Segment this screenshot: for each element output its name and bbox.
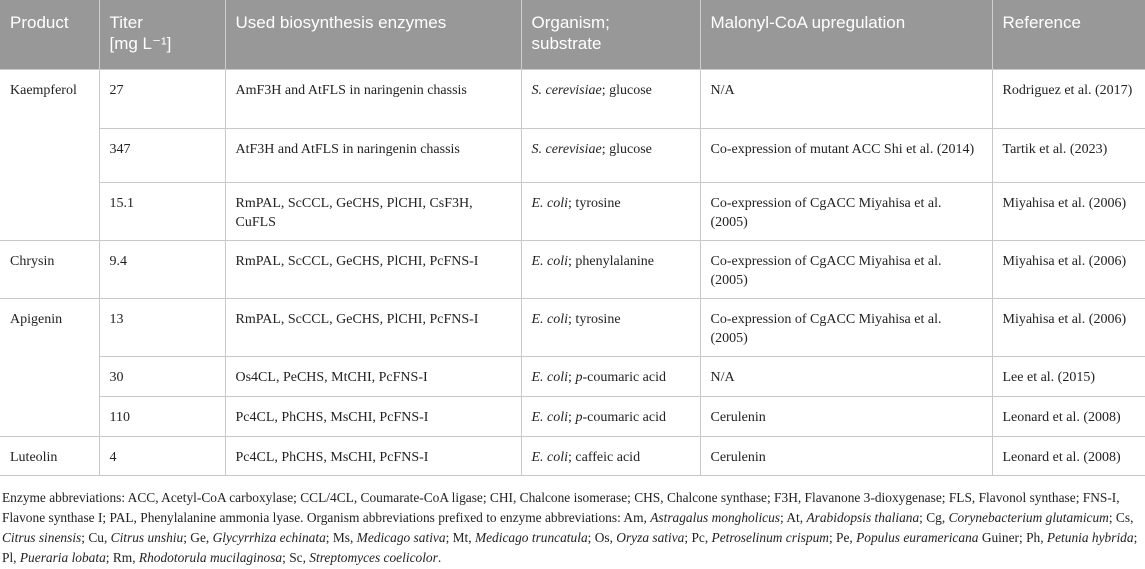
organism-species: E. coli [531, 311, 569, 327]
cell-titer: 27 [99, 69, 225, 128]
organism-substrate-prefix: p [575, 369, 583, 385]
cell-organism [521, 356, 700, 396]
organism-substrate: -coumaric acid [582, 369, 666, 385]
cell-enzymes: RmPAL, ScCCL, GeCHS, PlCHI, PcFNS-I [225, 240, 521, 298]
organism-substrate: ; caffeic acid [568, 449, 641, 465]
cell-organism [521, 396, 700, 436]
organism-substrate: -coumaric acid [582, 409, 666, 425]
cell-reference: Leonard et al. (2008) [992, 436, 1145, 475]
cell-reference: Tartik et al. (2023) [992, 128, 1145, 182]
cell-enzymes: RmPAL, ScCCL, GeCHS, PlCHI, CsF3H, CuFLS [225, 182, 521, 240]
header-organism-substrate: substrate [531, 34, 602, 53]
cell-malonyl: Co-expression of CgACC Miyahisa et al. (2005) [700, 240, 992, 298]
cell-malonyl: Cerulenin [700, 436, 992, 475]
organism-species: E. coli [531, 195, 569, 211]
organism-substrate: ; glucose [601, 82, 652, 98]
cell-reference: Miyahisa et al. (2006) [992, 298, 1145, 356]
cell-product [0, 356, 99, 396]
table-row [0, 356, 1145, 396]
organism-species: E. coli [531, 409, 569, 425]
cell-titer: 347 [99, 128, 225, 182]
organism-species: E. coli [531, 449, 569, 465]
table-row [0, 298, 1145, 356]
organism-substrate: ; tyrosine [568, 195, 621, 211]
cell-enzymes: Pc4CL, PhCHS, MsCHI, PcFNS-I [225, 436, 521, 475]
cell-titer: 4 [99, 436, 225, 475]
cell-reference: Miyahisa et al. (2006) [992, 182, 1145, 240]
cell-organism [521, 298, 700, 356]
organism-species: S. cerevisiae [531, 82, 602, 98]
header-reference: Reference [992, 0, 1145, 69]
cell-reference: Miyahisa et al. (2006) [992, 240, 1145, 298]
table-row [0, 396, 1145, 436]
cell-titer: 30 [99, 356, 225, 396]
cell-organism [521, 240, 700, 298]
cell-product: Apigenin [0, 298, 99, 356]
organism-species: E. coli [531, 369, 569, 385]
cell-reference: Lee et al. (2015) [992, 356, 1145, 396]
table-row [0, 128, 1145, 182]
cell-product [0, 182, 99, 240]
cell-organism [521, 128, 700, 182]
cell-enzymes: AtF3H and AtFLS in naringenin chassis [225, 128, 521, 182]
organism-substrate: ; tyrosine [568, 311, 621, 327]
cell-product: Kaempferol [0, 69, 99, 128]
cell-titer: 13 [99, 298, 225, 356]
header-titer: Titer [mg L⁻¹] [99, 0, 225, 69]
header-malonyl: Malonyl-CoA upregulation [700, 0, 992, 69]
cell-malonyl: Co-expression of CgACC Miyahisa et al. (2005) [700, 182, 992, 240]
table-footnote: Enzyme abbreviations: ACC, Acetyl-CoA carboxylase; CCL/4CL, Coumarate-CoA ligase; CHI, Chalcone isomerase; CHS, Chalcone synthase; F3H, Flavanone 3-dioxygenase; FLS, Flavonol synthase; FNS-I, Flavone synthase I; PAL, Phenylalanine ammonia lyase. Organism abbreviations prefixed to enzyme abbreviations: Am, Astragalus mongholicus; At, Arabidopsis thaliana; Cg, Corynebacterium glutamicum; Cs, Citrus sinensis; Cu, Citrus unshiu; Ge, Glycyrrhiza echinata; Ms, Medicago sativa; Mt, Medicago truncatula; Os, Oryza sativa; Pc, Petroselinum crispum; Pe, Populus euramericana Guiner; Ph, Petunia hybrida; Pl, Pueraria lobata; Rm, Rhodotorula mucilaginosa; Sc, Streptomyces coelicolor. [2, 489, 1138, 565]
header-organism: Organism; substrate [521, 0, 700, 69]
cell-titer: 15.1 [99, 182, 225, 240]
cell-enzymes: Pc4CL, PhCHS, MsCHI, PcFNS-I [225, 396, 521, 436]
organism-substrate-sep: ; [568, 409, 576, 425]
organism-substrate-sep: ; [568, 369, 576, 385]
organism-substrate-prefix: p [575, 409, 583, 425]
cell-malonyl: Co-expression of CgACC Miyahisa et al. (2005) [700, 298, 992, 356]
table-row [0, 69, 1145, 128]
cell-product [0, 128, 99, 182]
table-row [0, 182, 1145, 240]
cell-enzymes: RmPAL, ScCCL, GeCHS, PlCHI, PcFNS-I [225, 298, 521, 356]
cell-malonyl: N/A [700, 69, 992, 128]
cell-reference: Rodriguez et al. (2017) [992, 69, 1145, 128]
header-enzymes: Used biosynthesis enzymes [225, 0, 521, 69]
table-row [0, 436, 1145, 475]
table-header-row [0, 0, 1145, 69]
cell-titer: 110 [99, 396, 225, 436]
cell-reference: Leonard et al. (2008) [992, 396, 1145, 436]
header-titer-unit: [mg L⁻¹] [109, 34, 172, 53]
cell-enzymes: Os4CL, PeCHS, MtCHI, PcFNS-I [225, 356, 521, 396]
cell-organism [521, 182, 700, 240]
cell-organism [521, 436, 700, 475]
cell-product: Chrysin [0, 240, 99, 298]
cell-malonyl: Cerulenin [700, 396, 992, 436]
table-row [0, 240, 1145, 298]
organism-species: E. coli [531, 253, 569, 269]
cell-product [0, 396, 99, 436]
organism-substrate: ; phenylalanine [568, 253, 654, 269]
cell-enzymes: AmF3H and AtFLS in naringenin chassis [225, 69, 521, 128]
cell-malonyl: N/A [700, 356, 992, 396]
cell-product: Luteolin [0, 436, 99, 475]
organism-substrate: ; glucose [601, 141, 652, 157]
cell-titer: 9.4 [99, 240, 225, 298]
organism-species: S. cerevisiae [531, 141, 602, 157]
cell-organism [521, 69, 700, 128]
cell-malonyl: Co-expression of mutant ACC Shi et al. (2014) [700, 128, 992, 182]
header-product: Product [10, 13, 69, 32]
